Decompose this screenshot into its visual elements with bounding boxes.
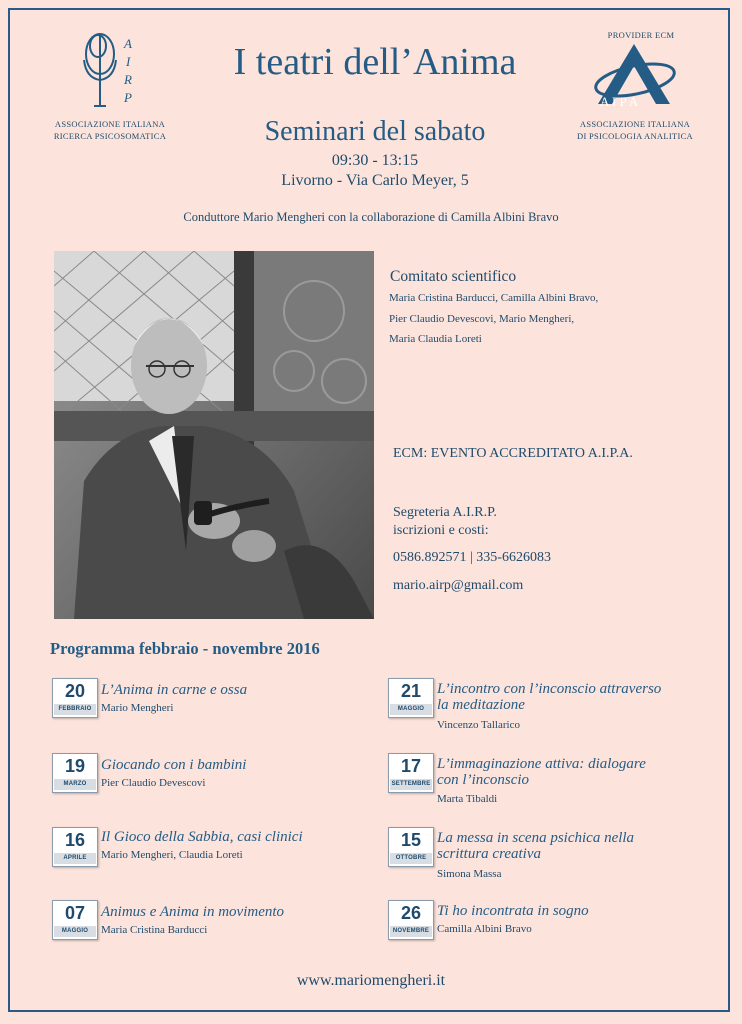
event-month: APRILE [54, 853, 96, 864]
event-speaker: Marta Tibaldi [437, 793, 498, 805]
event-title-line2: scrittura creativa [437, 846, 542, 862]
aipa-caption-line2: DI PSICOLOGIA ANALITICA [577, 131, 693, 141]
website-link[interactable]: www.mariomengheri.it [296, 972, 446, 989]
event-day: 26 [400, 903, 422, 923]
event-month: OTTOBRE [390, 853, 432, 864]
event-title: Il Gioco della Sabbia, casi clinici [101, 829, 303, 845]
ecm-accreditation: ECM: EVENTO ACCREDITATO A.I.P.A. [393, 446, 633, 461]
comitato-title: Comitato scientifico [390, 268, 517, 285]
calendar-badge [388, 678, 434, 718]
event-month: NOVEMBRE [390, 926, 432, 937]
event-month: MARZO [54, 779, 96, 790]
provider-ecm-label: PROVIDER ECM [607, 30, 675, 40]
segreteria-label: Segreteria A.I.R.P. [393, 505, 497, 520]
event-title: Ti ho incontrata in sogno [437, 903, 589, 919]
comitato-list [389, 288, 669, 350]
event-speaker: Camilla Albini Bravo [437, 923, 532, 935]
event-day: 15 [400, 830, 422, 850]
seminar-time: 09:30 - 13:15 [331, 152, 419, 169]
event-title: Giocando con i bambini [101, 757, 247, 773]
event-title-line2: con l’inconscio [437, 772, 530, 788]
event-day: 19 [64, 756, 86, 776]
event-speaker: Simona Massa [437, 868, 502, 880]
event-title: Animus e Anima in movimento [101, 904, 285, 920]
calendar-badge [52, 678, 98, 718]
aipa-logo-letters: A I P A [600, 94, 639, 109]
event-day: 17 [400, 756, 422, 776]
conductor-line: Conduttore Mario Mengheri con la collaborazione di Camilla Albini Bravo [183, 210, 559, 224]
airp-letter-a: A [124, 36, 132, 51]
calendar-badge [52, 900, 98, 940]
airp-logo [72, 26, 142, 111]
event-day: 16 [64, 830, 86, 850]
event-day: 21 [400, 681, 422, 701]
event-day: 20 [64, 681, 86, 701]
event-title: L’incontro con l’inconscio attraverso [437, 681, 662, 697]
event-title: L’immaginazione attiva: dialogare [437, 756, 646, 772]
portrait-photo [54, 251, 374, 619]
calendar-badge [388, 900, 434, 940]
event-speaker: Maria Cristina Barducci [101, 924, 208, 936]
aipa-logo [590, 40, 680, 112]
comitato-line: Maria Claudia Loreti [389, 333, 482, 345]
event-month: MAGGIO [54, 926, 96, 937]
airp-caption-line2: RICERCA PSICOSOMATICA [53, 131, 167, 141]
event-title: La messa in scena psichica nella [437, 830, 635, 846]
comitato-line: Pier Claudio Devescovi, Mario Mengheri, [389, 312, 575, 325]
event-speaker: Pier Claudio Devescovi [101, 777, 206, 789]
page-subtitle: Seminari del sabato [264, 116, 486, 147]
event-title-line2: la meditazione [437, 697, 525, 713]
event-month: SETTEMBRE [390, 779, 432, 790]
segreteria-sublabel: iscrizioni e costi: [393, 523, 489, 538]
calendar-badge [52, 753, 98, 793]
airp-caption-line1: ASSOCIAZIONE ITALIANA [54, 119, 166, 129]
airp-caption [40, 118, 180, 142]
calendar-badge [388, 827, 434, 867]
event-day: 07 [64, 903, 86, 923]
page-title: I teatri dell’Anima [233, 41, 517, 83]
aipa-caption-line1: ASSOCIAZIONE ITALIANA [579, 119, 691, 129]
phone-numbers: 0586.892571 | 335-6626083 [393, 550, 551, 565]
event-title: L’Anima in carne e ossa [101, 682, 248, 698]
event-speaker: Mario Mengheri, Claudia Loreti [101, 849, 243, 861]
event-speaker: Mario Mengheri [101, 702, 174, 714]
programma-title: Programma febbraio - novembre 2016 [50, 639, 320, 658]
email-address[interactable]: mario.airp@gmail.com [393, 578, 524, 593]
aipa-caption [560, 118, 710, 142]
event-month: FEBBRAIO [54, 704, 96, 715]
event-month: MAGGIO [390, 704, 432, 715]
calendar-badge [388, 753, 434, 793]
comitato-line: Maria Cristina Barducci, Camilla Albini Bravo, [389, 292, 599, 304]
event-speaker: Vincenzo Tallarico [437, 719, 520, 731]
airp-letter-p: P [124, 90, 132, 105]
seminar-place: Livorno - Via Carlo Meyer, 5 [281, 172, 469, 189]
calendar-badge [52, 827, 98, 867]
airp-letter-r: R [124, 72, 132, 87]
airp-letter-i: I [126, 54, 131, 69]
